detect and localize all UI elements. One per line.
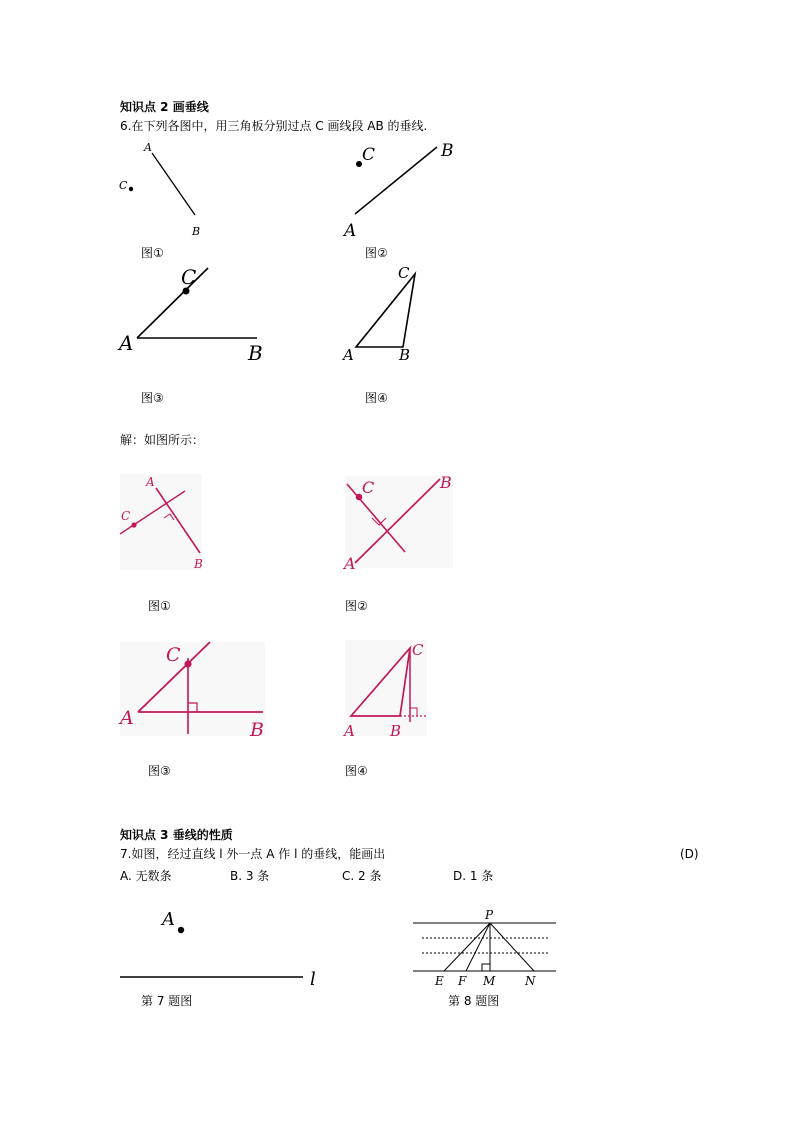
- section-heading-2: 知识点 2 画垂线: [120, 100, 209, 114]
- question-7: 7.如图，经过直线 l 外一点 A 作 l 的垂线，能画出: [120, 847, 386, 861]
- problem-figure-4: [340, 262, 440, 372]
- point-a: [178, 927, 184, 933]
- triangle-abc: [356, 274, 415, 347]
- segment-ab: [152, 153, 195, 215]
- ray-ac: [137, 268, 208, 338]
- label-a: A: [343, 346, 354, 364]
- label-n: N: [525, 974, 536, 988]
- caption-fig2: 图②: [365, 246, 388, 260]
- problem-figure-1: [110, 135, 220, 245]
- label-a: A: [120, 707, 134, 729]
- answer-7: (D): [680, 847, 699, 861]
- label-a: A: [119, 331, 134, 355]
- label-c: C: [362, 478, 375, 497]
- label-c: C: [119, 179, 128, 192]
- label-b: B: [192, 225, 201, 238]
- solution-text: 解：如图所示：: [120, 433, 205, 447]
- caption-sol-fig1: 图①: [148, 599, 171, 613]
- point-c: [131, 522, 136, 527]
- label-a: A: [162, 909, 175, 930]
- option-a: A. 无数条: [120, 869, 172, 883]
- question-6: 6.在下列各图中，用三角板分别过点 C 画线段 AB 的垂线.: [120, 119, 428, 133]
- label-c: C: [181, 265, 197, 289]
- label-a: A: [344, 554, 356, 573]
- problem-figure-3: [115, 262, 275, 372]
- point-c: [129, 187, 133, 191]
- problem-figure-2: [340, 135, 470, 245]
- caption-fig3: 图③: [141, 391, 164, 405]
- label-c: C: [121, 509, 131, 523]
- label-a: A: [344, 722, 355, 740]
- label-b: B: [390, 722, 402, 740]
- label-e: E: [435, 974, 444, 988]
- label-b: B: [399, 346, 411, 364]
- label-c: C: [398, 264, 410, 282]
- label-b: B: [248, 341, 263, 365]
- label-c: C: [412, 641, 424, 659]
- solution-figure-1: [120, 474, 205, 572]
- label-a: A: [146, 475, 155, 489]
- caption-fig4: 图④: [365, 391, 388, 405]
- option-c: C. 2 条: [342, 869, 382, 883]
- label-b: B: [441, 141, 454, 161]
- caption-fig1: 图①: [141, 246, 164, 260]
- label-a: A: [144, 141, 152, 154]
- label-m: M: [483, 974, 496, 988]
- label-b: B: [194, 557, 203, 571]
- question-8-figure: [410, 905, 560, 990]
- segment-pn: [490, 923, 534, 971]
- right-angle-mark: [482, 964, 490, 971]
- label-p: P: [485, 908, 494, 922]
- caption-q8: 第 8 题图: [448, 994, 500, 1008]
- caption-sol-fig4: 图④: [345, 764, 368, 778]
- option-d: D. 1 条: [453, 869, 494, 883]
- option-b: B. 3 条: [230, 869, 270, 883]
- label-f: F: [458, 974, 467, 988]
- caption-sol-fig3: 图③: [148, 764, 171, 778]
- question-7-figure: [115, 900, 335, 1000]
- label-l: l: [310, 969, 316, 990]
- label-b: B: [440, 473, 452, 492]
- caption-sol-fig2: 图②: [345, 599, 368, 613]
- label-b: B: [250, 719, 264, 741]
- label-a: A: [344, 221, 357, 241]
- section-heading-3: 知识点 3 垂线的性质: [120, 828, 233, 842]
- solution-figure-3: [118, 640, 273, 740]
- label-c: C: [166, 644, 181, 666]
- label-c: C: [362, 145, 376, 165]
- caption-q7: 第 7 题图: [141, 994, 193, 1008]
- solution-figure-4: [340, 638, 435, 738]
- solution-figure-2: [340, 470, 460, 574]
- point-c: [184, 660, 191, 667]
